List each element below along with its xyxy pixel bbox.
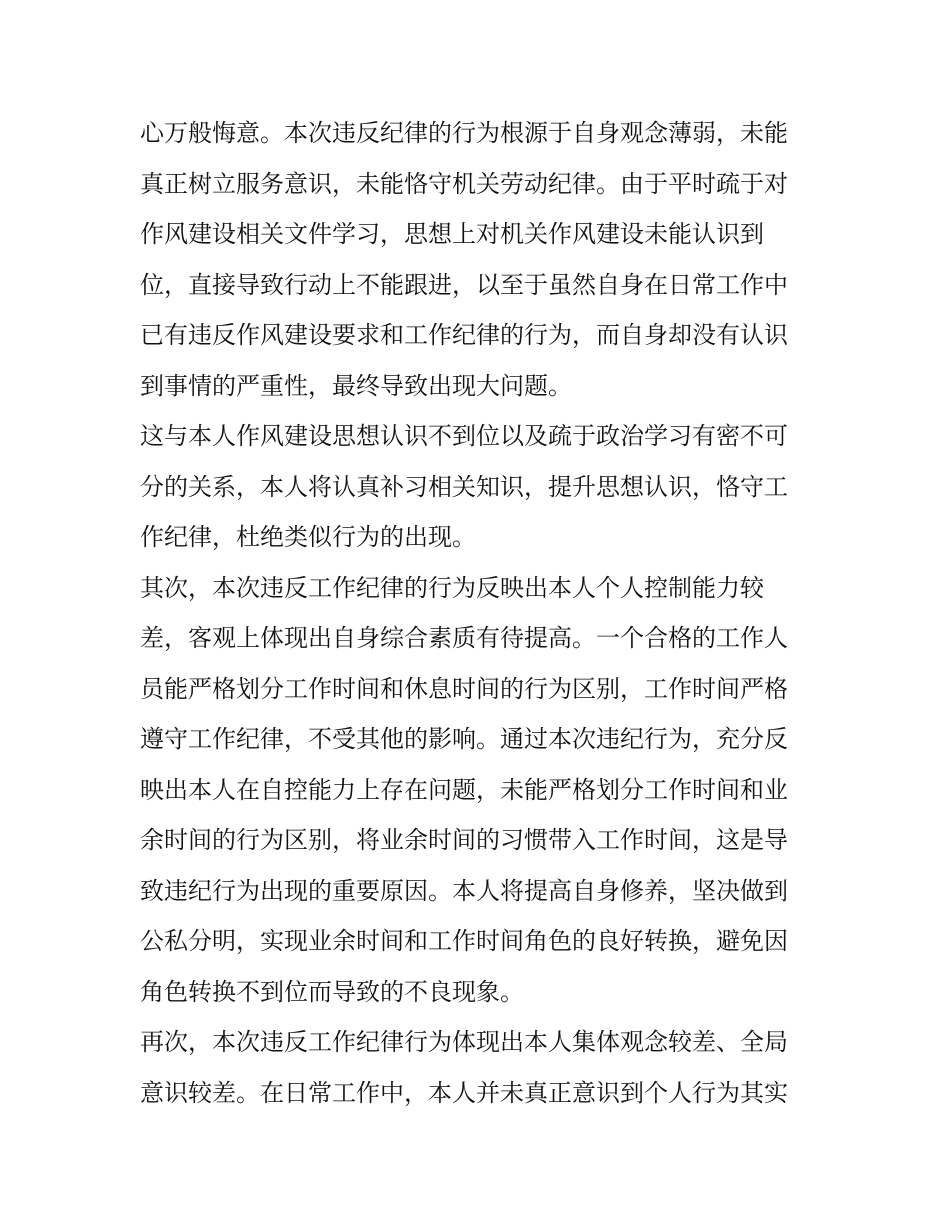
paragraph-1 <box>140 108 820 411</box>
text-line: 余时间的行为区别，将业余时间的习惯带入工作时间，这是导 <box>140 826 788 854</box>
paragraph-3 <box>140 563 820 1018</box>
document-body <box>140 108 820 1118</box>
text-line: 再次，本次违反工作纪律行为体现出本人集体观念较差、全局 <box>140 1028 788 1056</box>
text-line: 其次，本次违反工作纪律的行为反映出本人个人控制能力较 <box>140 573 764 602</box>
text-line: 到事情的严重性，最终导致出现大问题。 <box>140 371 572 400</box>
text-line: 分的关系，本人将认真补习相关知识，提升思想认识，恪守工 <box>140 472 788 501</box>
text-line: 映出本人在自控能力上存在问题，未能严格划分工作时间和业 <box>140 775 788 804</box>
text-line: 作风建设相关文件学习，思想上对机关作风建设未能认识到 <box>140 220 764 248</box>
text-line: 员能严格划分工作时间和休息时间的行为区别，工作时间严格 <box>140 674 788 703</box>
text-line: 差，客观上体现出自身综合素质有待提高。一个合格的工作人 <box>140 624 788 652</box>
paragraph-2 <box>140 411 820 563</box>
text-line: 这与本人作风建设思想认识不到位以及疏于政治学习有密不可 <box>140 422 788 450</box>
text-line: 角色转换不到位而导致的不良现象。 <box>140 977 524 1006</box>
text-line: 致违纪行为出现的重要原因。本人将提高自身修养，坚决做到 <box>140 876 788 905</box>
text-line: 遵守工作纪律，不受其他的影响。通过本次违纪行为，充分反 <box>140 725 788 753</box>
text-line: 公私分明，实现业余时间和工作时间角色的良好转换，避免因 <box>140 927 788 955</box>
text-line: 位，直接导致行动上不能跟进，以至于虽然自身在日常工作中 <box>140 270 788 299</box>
text-line: 真正树立服务意识，未能恪守机关劳动纪律。由于平时疏于对 <box>140 169 788 198</box>
paragraph-4 <box>140 1017 820 1118</box>
text-line: 已有违反作风建设要求和工作纪律的行为，而自身却没有认识 <box>140 321 788 349</box>
text-line: 意识较差。在日常工作中，本人并未真正意识到个人行为其实 <box>140 1078 788 1107</box>
text-line: 作纪律，杜绝类似行为的出现。 <box>140 523 476 551</box>
text-line: 心万般悔意。本次违反纪律的行为根源于自身观念薄弱，未能 <box>140 119 788 147</box>
